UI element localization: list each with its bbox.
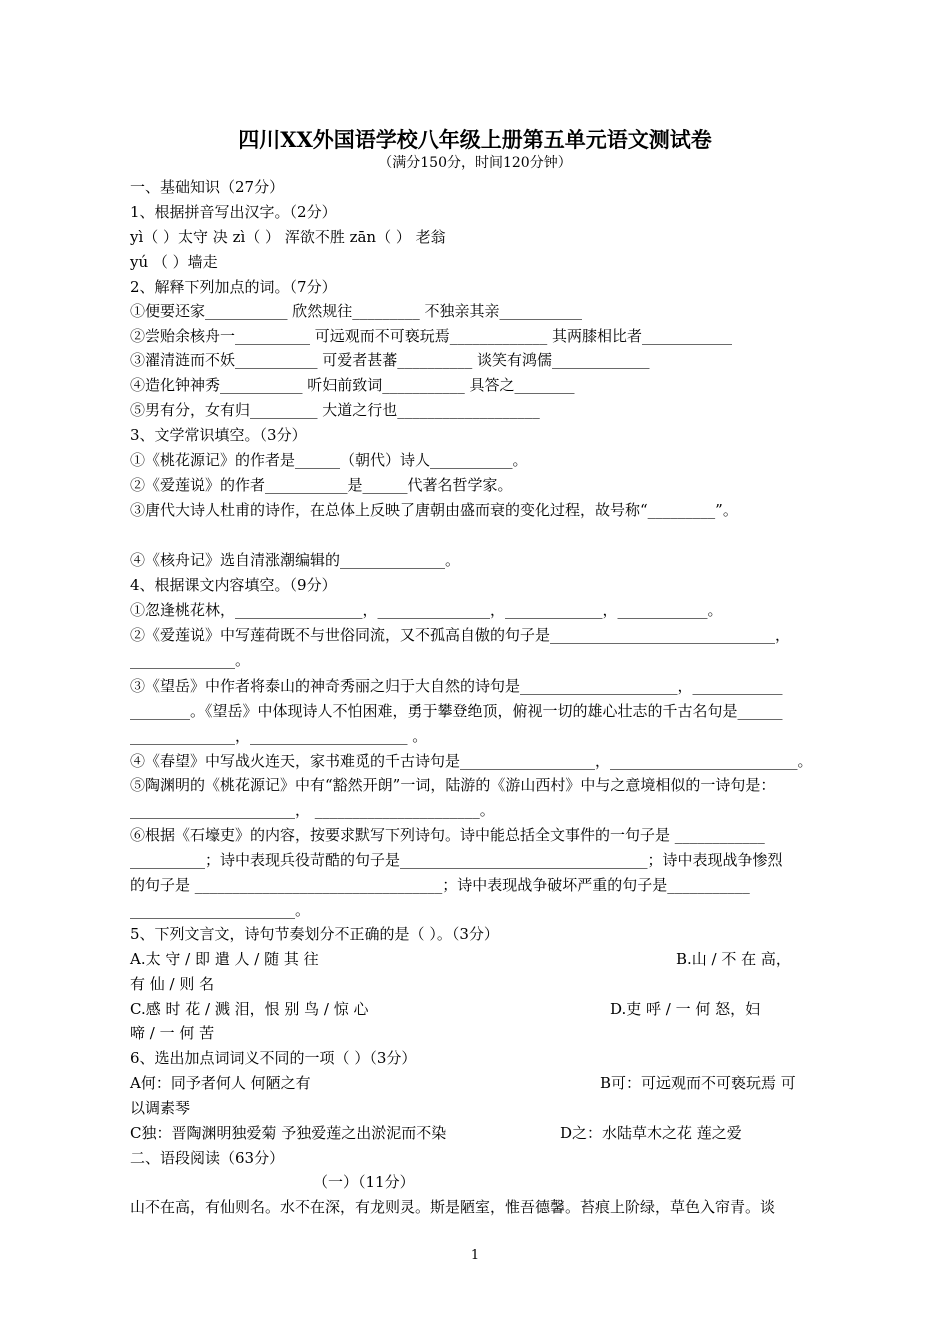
question-2-line: ③濯清涟而不妖___________ 可爱者甚蕃__________ 谈笑有鸿儒_____________ [130, 351, 650, 369]
page-title: 四川XX外国语学校八年级上册第五单元语文测试卷 [238, 127, 712, 152]
option-c: C.感 时 花 / 溅 泪，恨 别 鸟 / 惊 心 [130, 1000, 369, 1018]
section-heading: 二、语段阅读（63分） [130, 1149, 285, 1167]
page-number: 1 [470, 1248, 480, 1263]
option-b-cont: 以调素琴 [130, 1099, 191, 1117]
question-4-line: ⑤陶渊明的《桃花源记》中有“豁然开朗”一词，陆游的《游山西村》中与之意境相似的一诗句是： [130, 776, 776, 794]
question-6: 6、选出加点词词义不同的一项（ ）（3分） [130, 1049, 417, 1067]
question-5: 5、下列文言文，诗句节奏划分不正确的是（ ）。（3分） [130, 925, 499, 943]
question-2-line: ①便要还家___________ 欣然规往_________ 不独亲其亲___________ [130, 302, 583, 320]
question-4-line: ④《春望》中写战火连天，家书难觅的千古诗句是__________________，_________________________。 [130, 752, 813, 770]
question-4-line: ______________。 [130, 651, 251, 669]
passage-heading: （一）（11分） [313, 1173, 415, 1191]
option-b-cont: 有 仙 / 则 名 [130, 975, 215, 993]
question-2: 2、解释下列加点的词。（7分） [130, 278, 337, 296]
option-d-cont: 啼 / 一 何 苦 [130, 1024, 215, 1042]
option-b: B可：可远观而不可亵玩焉 可 [600, 1074, 796, 1092]
question-4-line: ⑥根据《石壕吏》的内容，按要求默写下列诗句。诗中能总括全文事件的一句子是 ____________ [130, 826, 765, 844]
question-4-line: ①忽逢桃花林，_________________，_______________，_____________，____________。 [130, 601, 723, 619]
question-3: 3、文学常识填空。（3分） [130, 426, 307, 444]
option-a: A.太 守 / 即 遣 人 / 随 其 往 [130, 950, 319, 968]
question-2-line: ⑤男有分，女有归_________ 大道之行也___________________ [130, 401, 540, 419]
question-1-line: yú （ ）墙走 [130, 253, 218, 271]
question-4-line: ______________，_____________________ 。 [130, 727, 428, 745]
section-heading: 一、基础知识（27分） [130, 178, 285, 196]
question-4-line: ______________________， ______________________。 [130, 801, 495, 819]
option-a: A何：同予者何人 何陋之有 [130, 1074, 311, 1092]
option-d: D.吏 呼 / 一 何 怒，妇 [610, 1000, 761, 1018]
passage-text: 山不在高，有仙则名。水不在深，有龙则灵。斯是陋室，惟吾德馨。苔痕上阶绿，草色入帘青。谈 [130, 1198, 776, 1216]
question-1: 1、根据拼音写出汉字。（2分） [130, 203, 337, 221]
option-c: C独：晋陶渊明独爱菊 予独爱莲之出淤泥而不染 [130, 1124, 447, 1142]
question-3-line: ②《爱莲说》的作者___________是______代著名哲学家。 [130, 476, 513, 494]
question-3-line: ③唐代大诗人杜甫的诗作，在总体上反映了唐朝由盛而衰的变化过程，故号称“_________”。 [130, 501, 738, 519]
question-3-line: ④《核舟记》选自清涨潮编辑的______________。 [130, 551, 461, 569]
question-4-line: ________。《望岳》中体现诗人不怕困难，勇于攀登绝顶，俯视一切的雄心壮志的千古名句是______ [130, 702, 783, 720]
question-4-line: __________；诗中表现兵役苛酷的句子是_________________________________；诗中表现战争惨烈 [130, 851, 783, 869]
question-4-line: 的句子是 _________________________________；诗中表现战争破坏严重的句子是___________ [130, 876, 750, 894]
question-2-line: ④造化钟神秀___________ 听妇前致词___________ 具答之________ [130, 376, 575, 394]
question-3-line: ①《桃花源记》的作者是______（朝代）诗人___________。 [130, 451, 528, 469]
question-1-line: yì（ ）太守 决 zì（ ） 浑欲不胜 zān（ ） 老翁 [130, 228, 446, 246]
option-b: B.山 / 不 在 高， [676, 950, 791, 968]
question-4-line: ③《望岳》中作者将泰山的神奇秀丽之归于大自然的诗句是_____________________，____________ [130, 677, 783, 695]
question-4-line: ______________________。 [130, 901, 311, 919]
question-2-line: ②尝贻余核舟一__________ 可远观而不可亵玩焉_____________ 其两膝相比者____________ [130, 327, 733, 345]
page-subtitle: （满分150分，时间120分钟） [378, 155, 572, 171]
question-4: 4、根据课文内容填空。（9分） [130, 576, 337, 594]
question-4-line: ②《爱莲说》中写莲荷既不与世俗同流，又不孤高自傲的句子是______________________________， [130, 626, 791, 644]
option-d: D之：水陆草木之花 莲之爱 [560, 1124, 742, 1142]
